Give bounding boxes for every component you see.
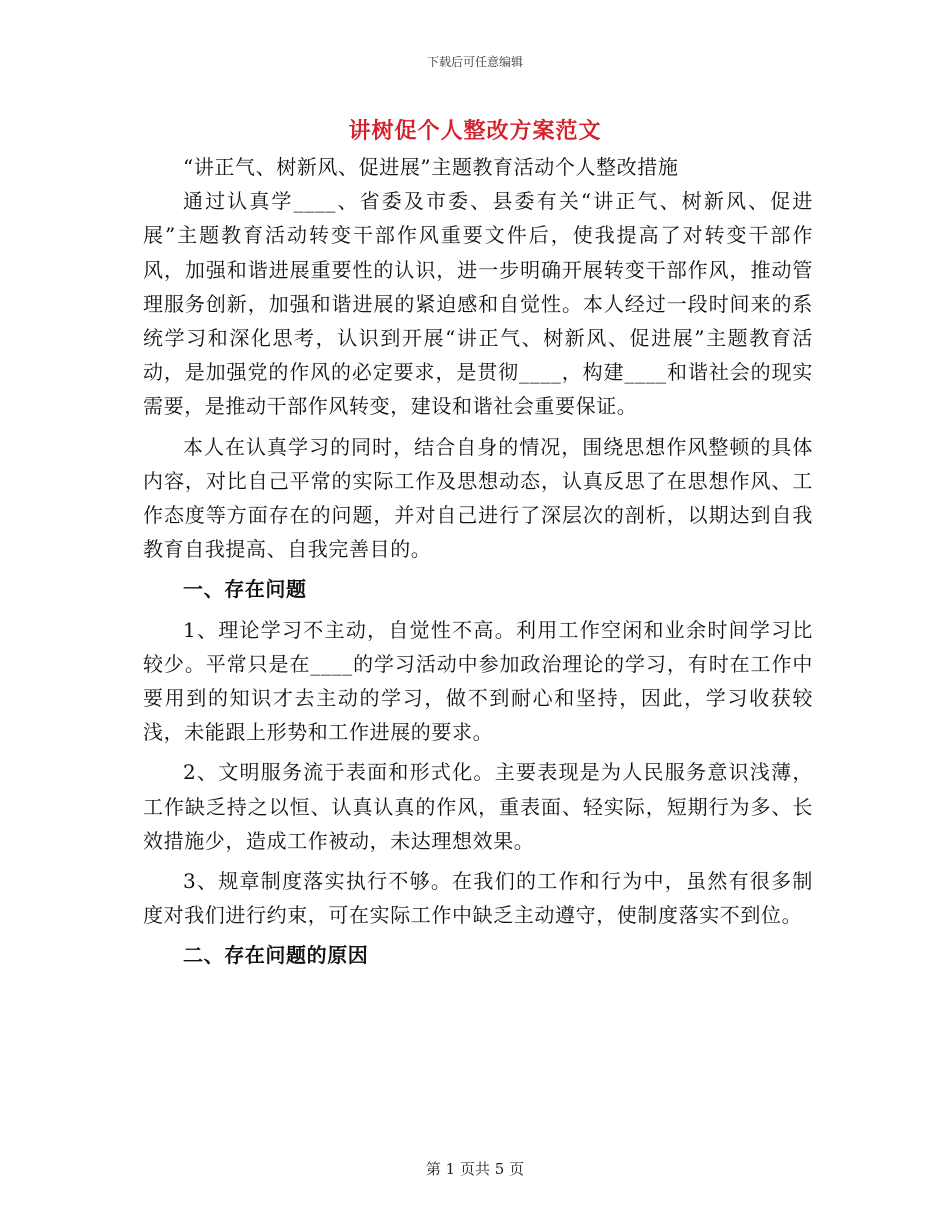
problem-item-2: 2、文明服务流于表面和形式化。主要表现是为人民服务意识浅薄，工作缺乏持之以恒、认真认真的作风，重表面、轻实际，短期行为多、长效措施少，造成工作被动，未达理想效果。 bbox=[143, 760, 813, 853]
intro-paragraph-2: 本人在认真学习的同时，结合自身的情况，围绕思想作风整顿的具体内容，对比自己平常的实际工作及思想动态，认真反思了在思想作风、工作态度等方面存在的问题，并对自己进行了深层次的剖析，以期达到自我教育自我提高、自我完善目的。 bbox=[143, 434, 813, 562]
page-header-note: 下载后可任意编辑 bbox=[426, 55, 523, 69]
section-heading-causes: 二、存在问题的原因 bbox=[183, 943, 369, 968]
page-number: 第 1 页共 5 页 bbox=[425, 1160, 525, 1178]
intro-paragraph-1: 通过认真学____、省委及市委、县委有关“讲正气、树新风、促进展”主题教育活动转变干部作风重要文件后，使我提高了对转变干部作风，加强和谐进展重要性的认识，进一步明确开展转变干部作风，推动管理服务创新，加强和谐进展的紧迫感和自觉性。本人经过一段时间来的系统学习和深化思考，认识到开展“讲正气、树新风、促进展”主题教育活动，是加强党的作风的必定要求，是贯彻____，构建____和谐社会的现实需要，是推动干部作风转变，建设和谐社会重要保证。 bbox=[143, 189, 813, 419]
document-body bbox=[143, 150, 813, 979]
document-subtitle: “讲正气、树新风、促进展”主题教育活动个人整改措施 bbox=[183, 155, 679, 179]
problem-item-1: 1、理论学习不主动，自觉性不高。利用工作空闲和业余时间学习比较少。平常只是在____的学习活动中参加政治理论的学习，有时在工作中要用到的知识才去主动的学习，做不到耐心和坚持，因此，学习收获较浅，未能跟上形势和工作进展的要求。 bbox=[143, 617, 813, 745]
problem-item-3: 3、规章制度落实执行不够。在我们的工作和行为中，虽然有很多制度对我们进行约束，可在实际工作中缺乏主动遵守，使制度落实不到位。 bbox=[143, 869, 813, 928]
document-title: 讲树促个人整改方案范文 bbox=[348, 118, 602, 144]
section-heading-problems: 一、存在问题 bbox=[183, 577, 307, 602]
